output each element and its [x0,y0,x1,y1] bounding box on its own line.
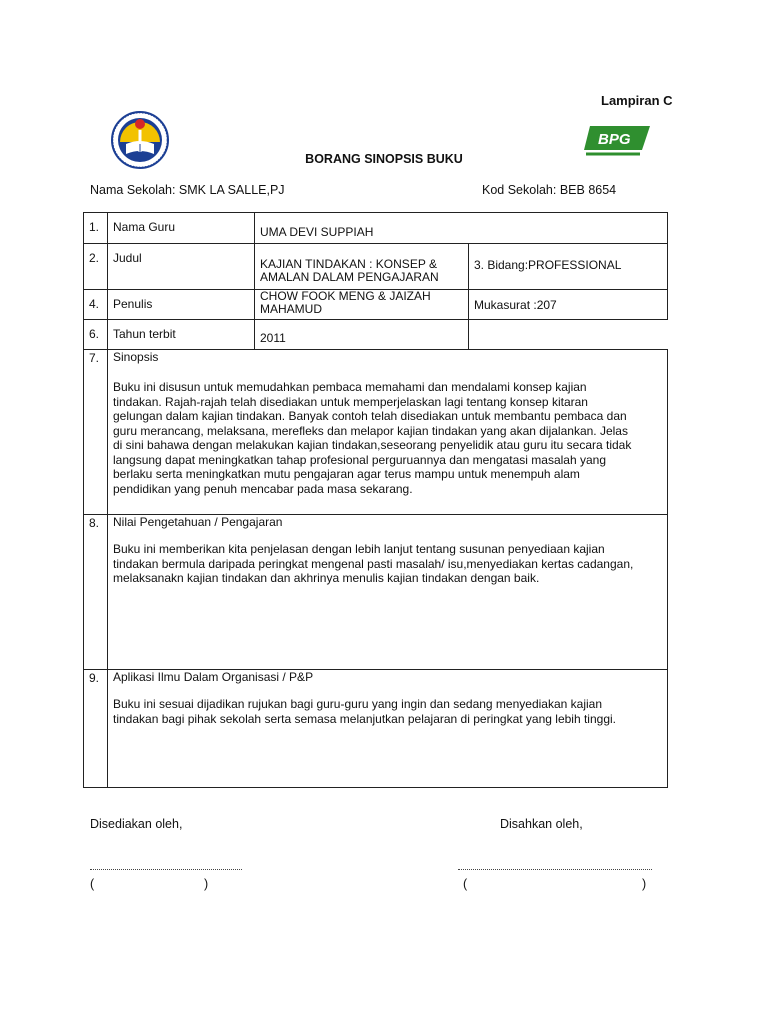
text-line: tindakan bermula daripada peringkat mengenal pasti masalah/ isu,menyediakan kertas cadangan, [113,556,634,571]
section-title: Nilai Pengetahuan / Pengajaran [113,515,283,529]
appendix-label: Lampiran C [601,93,673,108]
approved-by-signature-line [458,869,652,870]
row-author [84,290,668,320]
book-title-line: KAJIAN TINDAKAN : KONSEP & [260,257,437,271]
text-line: langsung dapat meningkatkan tahap profesional perguruannya dan mengatasi masalah yang [113,452,607,467]
prepared-by-label: Disediakan oleh, [90,817,183,831]
row-number: 2. [84,244,108,290]
year-value: 2011 [255,320,469,350]
application-section [108,670,668,788]
row-application [84,670,668,788]
text-line: Buku ini disusun untuk memudahkan pembaca memahami dan mendalami konsep kajian [113,380,587,394]
row-knowledge-value [84,515,668,670]
teacher-name-value: UMA DEVI SUPPIAH [255,213,668,244]
author-line: MAHAMUD [260,302,322,316]
field-area-value: 3. Bidang:PROFESSIONAL [469,244,668,290]
book-title-line: AMALAN DALAM PENGAJARAN [260,270,439,284]
prepared-by-paren-close: ) [204,877,209,891]
text-line: Buku ini memberikan kita penjelasan dengan lebih lanjut tentang susunan penyediaan kajian [113,542,605,556]
synopsis-text [113,380,662,496]
section-title: Sinopsis [113,350,159,364]
text-line: tindakan. Rajah-rajah telah disediakan untuk memperjelaskan lagi tentang konsep kitaran [113,394,588,409]
field-label: Penulis [108,290,255,320]
book-title-value [255,244,469,290]
text-line: gelungan dalam kajian tindakan. Banyak contoh telah disediakan untuk membantu pembaca dan [113,409,627,423]
row-number: 9. [84,670,108,788]
text-line: guru merancang, melaksana, merefleks dan melapor kajian tindakan yang akan dijalankan. Jelas [113,423,628,438]
field-label: Tahun terbit [108,320,255,350]
approved-by-paren-open: ( [463,877,468,891]
text-line: berlaku serta meningkatkan mutu pengajaran agar terus mampu untuk menempuh alam [113,467,580,481]
row-number: 1. [84,213,108,244]
bpg-logo-text: BPG [598,131,631,148]
knowledge-section [108,515,668,670]
row-synopsis [84,350,668,515]
row-year [84,320,668,350]
text-line: melaksanakn kajian tindakan dan akhrinya menulis kajian tindakan dengan baik. [113,571,540,585]
approved-by-label: Disahkan oleh, [500,817,583,831]
page-count-value: Mukasurat :207 [469,290,668,320]
text-line: di sini bahawa dengan melakukan kajian tindakan,seseorang penyelidik atau guru itu secara tidak [113,438,632,452]
row-number: 7. [84,350,108,515]
prepared-by-paren-open: ( [90,877,95,891]
row-number: 6. [84,320,108,350]
prepared-by-signature-line [90,869,242,870]
application-text [113,697,662,726]
school-code: Kod Sekolah: BEB 8654 [482,183,617,197]
author-value [255,290,469,320]
knowledge-text [113,542,662,586]
text-line: tindakan bagi pihak sekolah serta semasa melanjutkan pelajaran di peringkat yang lebih tinggi. [113,711,616,726]
text-line: Buku ini sesuai dijadikan rujukan bagi guru-guru yang ingin dan sedang menyediakan kajian [113,697,602,711]
synopsis-section [108,350,668,515]
field-label: Nama Guru [108,213,255,244]
row-number: 8. [84,515,108,670]
row-teacher-name [84,213,668,244]
synopsis-form-table [83,212,668,788]
school-name: Nama Sekolah: SMK LA SALLE,PJ [90,183,285,197]
row-title [84,244,668,290]
form-title: BORANG SINOPSIS BUKU [305,152,463,166]
approved-by-paren-close: ) [642,877,647,891]
text-line: pendidikan yang penuh mencabar pada masa sekarang. [113,481,413,496]
author-line: CHOW FOOK MENG & JAIZAH [260,289,431,303]
section-title: Aplikasi Ilmu Dalam Organisasi / P&P [113,670,314,684]
row-number: 4. [84,290,108,320]
field-label: Judul [108,244,255,290]
empty-cell [469,320,668,350]
